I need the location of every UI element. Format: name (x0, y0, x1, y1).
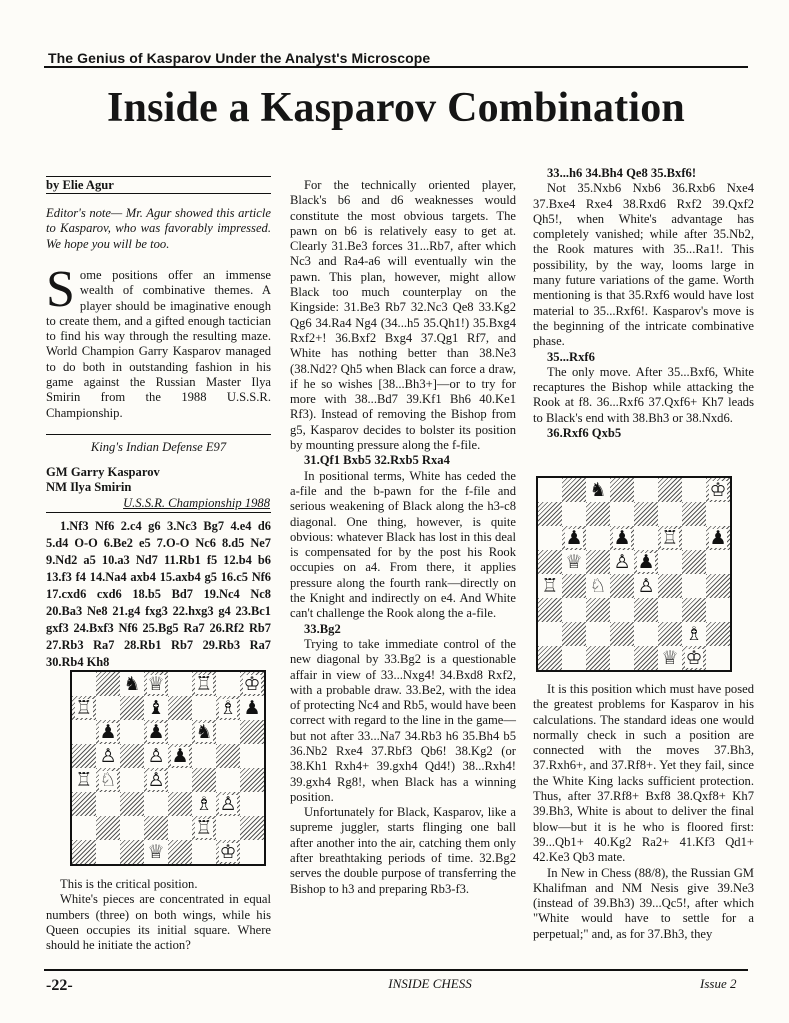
chess-piece: ♗ (219, 696, 237, 719)
board-square (96, 720, 120, 744)
board-square (658, 550, 682, 574)
chess-piece: ♞ (589, 478, 607, 501)
board-square (682, 550, 706, 574)
board-square (168, 720, 192, 744)
byline-rule (46, 176, 271, 177)
board-square (240, 744, 264, 768)
chess-piece: ♟ (147, 720, 165, 743)
board-square (682, 598, 706, 622)
chess-piece: ♟ (709, 526, 727, 549)
board-square (658, 622, 682, 646)
board-square (610, 478, 634, 502)
board-square (658, 574, 682, 598)
chess-piece: ♟ (637, 550, 655, 573)
chess-piece: ♖ (75, 768, 93, 791)
board-square (72, 840, 96, 864)
column-2 (290, 178, 516, 897)
chess-piece: ♖ (195, 816, 213, 839)
board-square (168, 792, 192, 816)
board-square (706, 622, 730, 646)
board-square (192, 696, 216, 720)
board-square (562, 478, 586, 502)
board-square (706, 550, 730, 574)
board-square (240, 696, 264, 720)
col2-paragraph-3: Trying to take immediate control of the new diagonal by 33.Bg2 is a questionable affair in view of 33...Nxg4! 34.Bxd8 Rxf2, with a probable draw. 33.Be2, with the idea of protecting Nc4 and Rb5, would have been correct with regard to the line in the game—but not after 33...Na7 34.Rb3 h6 35.Bh4 b5 36.Nb2 Rxe4 37.Rbf3 Qb6! 38.Kg2 (or 38.Kh1 Rxh4+ 39.gxh4 Qd4!) 38...Rxh4! 39.gxh4 Rg8!, when Black has a winning position. (290, 636, 516, 804)
col3-paragraph-4: In New in Chess (88/8), the Russian GM Khalifman and NM Nesis give 39.Ne3 (instead of 39.Bh3) 39...Qc5!, after which "White would have to settle for a perpetual;" and, as for 37.Bh3, they (533, 865, 754, 941)
byline-rule-bottom (46, 193, 271, 194)
board-square (682, 574, 706, 598)
board-square (240, 768, 264, 792)
board-square (562, 502, 586, 526)
chess-piece: ♕ (147, 840, 165, 863)
board-square (706, 574, 730, 598)
game-header-rule (46, 434, 271, 435)
board-square (144, 696, 168, 720)
board-square (586, 526, 610, 550)
board-square (192, 768, 216, 792)
board-square (634, 478, 658, 502)
board-square (192, 672, 216, 696)
col2-paragraph-4: Unfortunately for Black, Kasparov, like a supreme juggler, starts flinging one ball after another into the air, catching them only after breathtaking periods of time. 32.Bg2 serves the double purpose of transferring the Bishop to h3 and preparing Rb3-f3. (290, 805, 516, 896)
board-square (538, 646, 562, 670)
board-square (586, 478, 610, 502)
white-player: GM Garry Kasparov (46, 465, 160, 479)
footer-rule (44, 969, 748, 971)
board-square (634, 622, 658, 646)
board-square (610, 646, 634, 670)
board-square (120, 792, 144, 816)
board-square (682, 502, 706, 526)
event-name: U.S.S.R. Championship 1988 (123, 496, 270, 510)
chess-piece: ♗ (195, 792, 213, 815)
col3-move-heading-1: 33...h6 34.Bh4 Qe8 35.Bxf6! (547, 166, 697, 180)
board-square (562, 622, 586, 646)
board-square (658, 646, 682, 670)
board-square (72, 720, 96, 744)
board-square (538, 502, 562, 526)
board-square (192, 744, 216, 768)
board-square (240, 672, 264, 696)
col3-paragraph-1: Not 35.Nxb6 Nxb6 36.Rxb6 Nxe4 37.Bxe4 Rxe4 38.Rxd6 Rxf2 39.Qxf2 Qh5!, when White's advantage has completely vanished; while after 35.Nb2, the Rook matures with 35...Ra1!. This possibility, by the way, looms large in many future variations of the game. Worth mentioning is that 35.Rxf6 would have lost material to 35...Rxf6!. Kasparov's move is the beginning of the intricate combinative phase. (533, 181, 754, 349)
board-square (538, 550, 562, 574)
board-square (610, 574, 634, 598)
board-square (562, 526, 586, 550)
board-square (96, 840, 120, 864)
chess-piece: ♖ (195, 672, 213, 695)
chess-piece: ♙ (99, 744, 117, 767)
board-square (240, 816, 264, 840)
board-square (706, 598, 730, 622)
chess-piece: ♕ (147, 672, 165, 695)
chess-piece: ♕ (661, 646, 679, 669)
board-square (538, 622, 562, 646)
board-square (72, 744, 96, 768)
board-square (216, 696, 240, 720)
board-square (216, 744, 240, 768)
board-square (658, 598, 682, 622)
chess-piece: ♟ (243, 696, 261, 719)
col3-move-heading-2: 35...Rxf6 (547, 349, 595, 364)
board-square (120, 720, 144, 744)
board-square (96, 768, 120, 792)
board-square (562, 550, 586, 574)
board-square (192, 816, 216, 840)
intro-text: ome positions offer an immense wealth of combinative themes. A player should be imaginative enough to create them, and a gifted enough tactician to find his way through the resulting maze. World Champion Garry Kasparov managed to do both in outstanding fashion in his game against the Russian Master Ilya Smirin from the 1988 U.S.S.R. Championship. (46, 268, 271, 420)
board-square (610, 622, 634, 646)
board-square (168, 840, 192, 864)
board-square (682, 622, 706, 646)
board-square (658, 478, 682, 502)
magazine-name: INSIDE CHESS (388, 976, 472, 991)
board-square (610, 526, 634, 550)
board-square (72, 768, 96, 792)
chess-piece: ♖ (541, 574, 559, 597)
top-rule (44, 66, 748, 68)
board-square (240, 840, 264, 864)
editors-note: Editor's note— Mr. Agur showed this article to Kasparov, who was favorably impressed. We hope you will be too. (46, 206, 271, 251)
chess-piece: ♟ (565, 526, 583, 549)
col2-paragraph-2: In positional terms, White has ceded the a-file and the b-pawn for the f-file and serious weakening of Black along the h3-c8 diagonal. One thing, however, is quite obvious: whatever Black has lost in this deal is compensated for by the post his Rook occupies on a4. From there, it applies pressure along the fourth rank—directly on the Knight and indirectly on e4. And White can't challenge the Rook along the a-file. (290, 468, 516, 621)
board-square (72, 792, 96, 816)
chess-piece: ♙ (219, 792, 237, 815)
chess-piece: ♘ (99, 768, 117, 791)
chess-piece: ♖ (75, 696, 93, 719)
chess-piece: ♗ (685, 622, 703, 645)
page-number: -22- (46, 977, 73, 994)
chess-piece: ♟ (613, 526, 631, 549)
board-square (96, 816, 120, 840)
chess-piece: ♞ (195, 720, 213, 743)
board-square (706, 646, 730, 670)
board-square (682, 646, 706, 670)
board-square (586, 598, 610, 622)
col3-move-heading-3: 36.Rxf6 Qxb5 (547, 426, 622, 441)
board-square (634, 502, 658, 526)
board-square (168, 696, 192, 720)
board-square (96, 672, 120, 696)
board-square (168, 672, 192, 696)
board-square (120, 744, 144, 768)
board-square (586, 574, 610, 598)
game-moves: 1.Nf3 Nf6 2.c4 g6 3.Nc3 Bg7 4.e4 d6 5.d4 O-O 6.Be2 e5 7.O-O Nc6 8.d5 Ne7 9.Nd2 a5 10.a3 Nd7 11.Rb1 f5 12.b4 b6 13.f3 f4 14.Na4 axb4 15.axb4 g5 16.c5 Nf6 17.cxd6 cxd6 18.b5 Bd7 19.Nc4 Nc8 20.Ba3 Ne8 21.g4 fxg3 22.hxg3 g4 23.Bc1 gxf3 24.Bxf3 Nf6 25.Bg5 Ra7 26.Rf2 Rb7 27.Rb3 Ra7 28.Rb1 Rb7 29.Rb3 Ra7 30.Rb4 Kh8 (46, 519, 271, 669)
board-square (216, 792, 240, 816)
board-square (144, 672, 168, 696)
board-square (216, 720, 240, 744)
board-square (706, 526, 730, 550)
col2-paragraph-1: For the technically oriented player, Black's b6 and d6 weaknesses would constitute the most obvious targets. The pawn on b6 is relatively easy to get at. Clearly 31.Be3 forces 31...Rb7, after which Nc3 and Ra4-a6 will eventually win the pawn. This plan, however, might allow Black too much counterplay on the Kingside: 31.Be3 Rb7 32.Nc3 Qe8 33.Kg2 Qg6 34.Ra4 Ng4 (34...h5 35.Qh1!) 35.Bxg4 Rxf2+! 36.Bxf2 Bxg4 37.Qg1 Rf7, and White has nothing better than 38.Ne3 (38.Nd2? Qh5 when Black can force a draw, if he so wishes [38...Bh3+]—or to try for more with 38...Bd7 39.Kf1 Bh6 40.Ke1 Rf3). Instead of removing the Bishop from g5, Kasparov decides to bolster its position by mounting pressure along the f-file. (290, 178, 516, 453)
chess-piece: ♙ (147, 744, 165, 767)
chess-piece: ♖ (661, 526, 679, 549)
kicker: The Genius of Kasparov Under the Analyst's Microscope (48, 50, 431, 66)
board-square (586, 502, 610, 526)
board-square (658, 526, 682, 550)
board-square (634, 526, 658, 550)
board-square (96, 792, 120, 816)
board-square (634, 574, 658, 598)
board-square (192, 840, 216, 864)
opening-name: King's Indian Defense E97 (90, 440, 227, 454)
board-square (168, 816, 192, 840)
board-square (634, 598, 658, 622)
byline: by Elie Agur (46, 178, 114, 192)
board-square (634, 646, 658, 670)
col1-conclusion (46, 877, 271, 953)
moves-rule (46, 512, 271, 513)
board-square (586, 622, 610, 646)
board-square (682, 478, 706, 502)
board-square (144, 720, 168, 744)
intro-paragraph (46, 261, 271, 421)
board-square (72, 696, 96, 720)
board-square (144, 792, 168, 816)
chess-piece: ♕ (565, 550, 583, 573)
board-square (216, 768, 240, 792)
board-square (240, 792, 264, 816)
col3-paragraph-2: The only move. After 35...Bxf6, White recaptures the Bishop while attacking the Rook at f8. 36...Rxf6 37.Qxf6+ Kh7 leads to Black's end with 38.Bh3 or 38.Nxd6. (533, 364, 754, 425)
board-square (144, 768, 168, 792)
board-square (538, 478, 562, 502)
column-3-continued (533, 682, 754, 942)
chess-diagram-after-36 (536, 476, 732, 672)
black-player: NM Ilya Smirin (46, 480, 132, 494)
chess-piece: ♝ (147, 696, 165, 719)
chess-piece: ♟ (99, 720, 117, 743)
board-square (96, 744, 120, 768)
board-square (216, 672, 240, 696)
drop-cap: S (46, 261, 75, 318)
chess-piece: ♔ (243, 672, 261, 695)
board-square (586, 646, 610, 670)
chess-piece: ♘ (589, 574, 607, 597)
board-square (634, 550, 658, 574)
board-square (610, 550, 634, 574)
diagram1-caption: This is the critical position. (60, 877, 198, 891)
chess-piece: ♔ (685, 646, 703, 669)
chess-piece: ♙ (147, 768, 165, 791)
board-square (610, 598, 634, 622)
board-square (144, 840, 168, 864)
board-square (144, 816, 168, 840)
board-square (168, 744, 192, 768)
board-square (120, 672, 144, 696)
chess-piece: ♔ (219, 840, 237, 863)
board-square (192, 792, 216, 816)
players (46, 465, 271, 495)
board-square (144, 744, 168, 768)
column-3 (533, 166, 754, 441)
article-title: Inside a Kasparov Combination (107, 85, 685, 131)
board-square (120, 816, 144, 840)
board-square (706, 478, 730, 502)
col1-end-paragraph: White's pieces are concentrated in equal numbers (three) on both wings, while his Queen occupies its initial square. Where should he initiate the action? (46, 892, 271, 953)
issue-label: Issue 2 (700, 976, 737, 991)
board-square (96, 696, 120, 720)
col3-paragraph-3: It is this position which must have posed the greatest problems for Kasparov in his calculations. The standard ideas one would normally check in such a position are connected with the moves 37.Bh3, 37.Rxh6+, and 37.Rf8+. Yet they fail, since the White King lacks sufficient protection. Thus, after 37.Rf8+ Bxf8 38.Qxf8+ Kh7 39.Bh3, White is about to deliver the final blow—but it is he who is floored first: 39...Qb1+ 40.Kg2 Ra2+ 41.Kf3 Qd1+ 42.Ke3 Qb3 mate. (533, 682, 754, 865)
board-square (72, 672, 96, 696)
board-square (120, 696, 144, 720)
board-square (168, 768, 192, 792)
chess-piece: ♙ (637, 574, 655, 597)
board-square (682, 526, 706, 550)
chess-piece: ♟ (171, 744, 189, 767)
col2-move-heading-1: 31.Qf1 Bxb5 32.Rxb5 Rxa4 (304, 453, 450, 468)
board-square (658, 502, 682, 526)
board-square (610, 502, 634, 526)
board-square (562, 646, 586, 670)
chess-piece: ♙ (613, 550, 631, 573)
board-square (120, 768, 144, 792)
board-square (216, 840, 240, 864)
board-square (562, 574, 586, 598)
board-square (192, 720, 216, 744)
board-square (706, 502, 730, 526)
board-square (216, 816, 240, 840)
board-square (586, 550, 610, 574)
board-square (120, 840, 144, 864)
board-square (538, 574, 562, 598)
board-square (538, 598, 562, 622)
board-square (72, 816, 96, 840)
board-square (240, 720, 264, 744)
chess-diagram-critical-position (70, 670, 266, 866)
board-square (538, 526, 562, 550)
board-square (562, 598, 586, 622)
chess-piece: ♞ (123, 672, 141, 695)
chess-piece: ♔ (709, 478, 727, 501)
col2-move-heading-2: 33.Bg2 (304, 621, 341, 636)
